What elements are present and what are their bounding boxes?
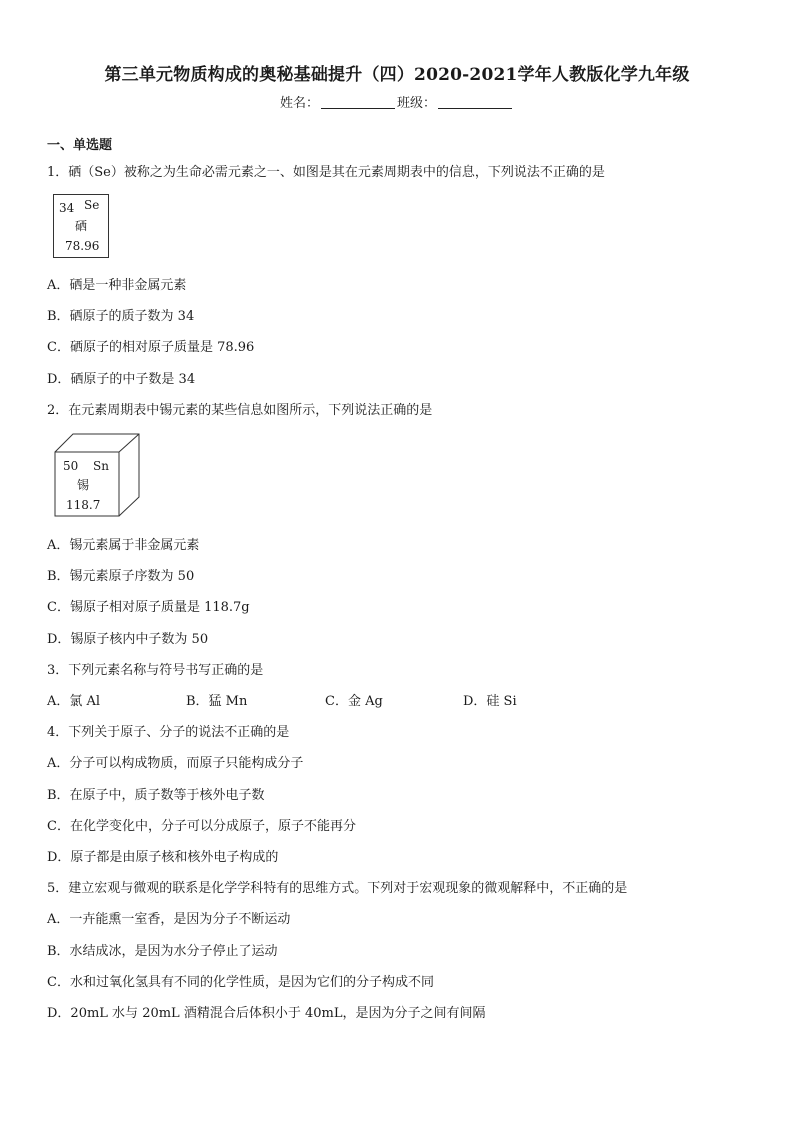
question-3-option-a: A．氯 Al: [47, 694, 101, 709]
class-blank[interactable]: [438, 95, 512, 109]
atomic-mass: 118.7: [66, 498, 101, 512]
question-3-option-b: B．猛 Mn: [186, 694, 248, 709]
question-1-option-b: B．硒原子的质子数为 34: [47, 309, 195, 324]
element-symbol: Se: [84, 198, 100, 212]
question-1-option-a: A．硒是一种非金属元素: [47, 278, 187, 293]
student-info: [0, 92, 794, 111]
question-2-option-d: D．锡原子核内中子数为 50: [47, 632, 209, 647]
section-title: 一、单选题: [47, 138, 113, 153]
atomic-number: 50: [63, 459, 79, 473]
question-5-option-b: B．水结成冰，是因为水分子停止了运动: [47, 944, 278, 959]
question-5-option-a: A．一卉能熏一室香，是因为分子不断运动: [47, 912, 291, 927]
selenium-element-card: [53, 194, 109, 258]
atomic-mass: 78.96: [65, 239, 100, 253]
question-5-option-d: D．20mL 水与 20mL 酒精混合后体积小于 40mL，是因为分子之间有间隔: [47, 1006, 486, 1021]
question-4-option-c: C．在化学变化中，分子可以分成原子，原子不能再分: [47, 819, 356, 834]
question-3-stem: 3．下列元素名称与符号书写正确的是: [47, 663, 264, 678]
question-2-option-a: A．锡元素属于非金属元素: [47, 538, 200, 553]
element-symbol: Sn: [93, 459, 109, 473]
tin-element-cube: [52, 433, 144, 523]
question-2-option-b: B．锡元素原子序数为 50: [47, 569, 195, 584]
name-label: 姓名：: [279, 96, 319, 111]
class-label: 班级：: [397, 96, 437, 111]
question-5-stem: 5．建立宏观与微观的联系是化学学科特有的思维方式。下列对于宏观现象的微观解释中，不正确的是: [47, 881, 628, 896]
question-4-option-d: D．原子都是由原子核和核外电子构成的: [47, 850, 279, 865]
question-4-stem: 4．下列关于原子、分子的说法不正确的是: [47, 725, 290, 740]
question-1-stem: 1．硒（Se）被称之为生命必需元素之一、如图是其在元素周期表中的信息，下列说法不正确的是: [47, 165, 605, 180]
element-name: 硒: [75, 219, 88, 233]
question-1-option-d: D．硒原子的中子数是 34: [47, 372, 196, 387]
question-4-option-a: A．分子可以构成物质，而原子只能构成分子: [47, 756, 304, 771]
element-name: 锡: [77, 478, 90, 492]
name-blank[interactable]: [321, 95, 395, 109]
page-title: 第三单元物质构成的奥秘基础提升（四）2020-2021学年人教版化学九年级: [104, 65, 690, 85]
atomic-number: 34: [59, 201, 75, 215]
question-4-option-b: B．在原子中，质子数等于核外电子数: [47, 788, 265, 803]
question-1-option-c: C．硒原子的相对原子质量是 78.96: [47, 340, 255, 355]
question-2-option-c: C．锡原子相对原子质量是 118.7g: [47, 600, 250, 615]
question-3-option-c: C．金 Ag: [325, 694, 383, 709]
question-5-option-c: C．水和过氧化氢具有不同的化学性质，是因为它们的分子构成不同: [47, 975, 434, 990]
question-3-option-d: D．硅 Si: [463, 694, 517, 709]
question-2-stem: 2．在元素周期表中锡元素的某些信息如图所示，下列说法正确的是: [47, 403, 433, 418]
